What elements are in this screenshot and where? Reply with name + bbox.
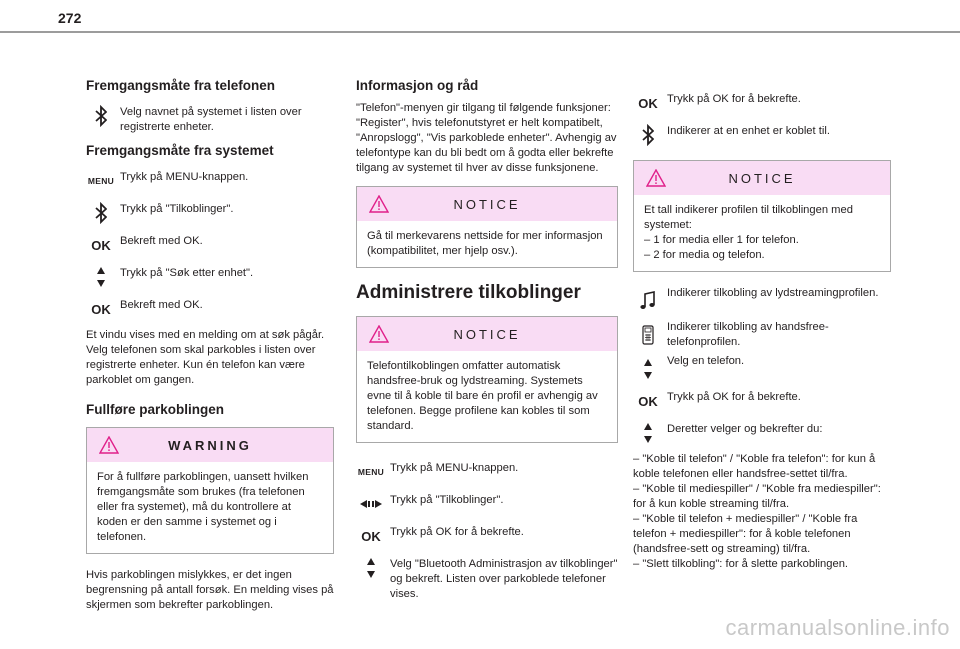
step-row: [633, 354, 891, 384]
step-text: Bekreft med OK.: [120, 299, 203, 311]
notice-box: [633, 160, 891, 272]
section-heading-info: Informasjon og råd: [356, 78, 479, 93]
notice-title: NOTICE: [453, 196, 521, 212]
column-2: [356, 78, 618, 604]
bluetooth-icon: [86, 101, 116, 131]
notice-triangle-icon: [369, 325, 389, 343]
page-number: 272: [58, 10, 82, 26]
step-text: Velg en telefon.: [667, 355, 745, 367]
ok-icon: OK: [361, 528, 381, 544]
step-text: Trykk på "Søk etter enhet".: [120, 267, 254, 279]
step-row: [356, 457, 618, 487]
notice-box: [356, 186, 618, 268]
section-heading-system: Fremgangsmåte fra systemet: [86, 143, 274, 158]
step-row: [86, 230, 334, 260]
step-text: Indikerer at en enhet er koblet til.: [667, 125, 830, 137]
notice-text: Gå til merkevarens nettside for mer informasjon (kompatibilitet, mer hjelp osv.).: [367, 230, 603, 257]
notice-header: [357, 317, 617, 351]
step-row: [86, 101, 334, 135]
notice-text: Et tall indikerer profilen til tilkoblingen med systemet: – 1 for media eller 1 for telefon. – 2 for media og telefon.: [644, 204, 853, 261]
step-row: [86, 166, 334, 196]
music-note-icon: [633, 286, 663, 316]
step-text: Velg navnet på systemet i listen over registrerte enheter.: [120, 106, 302, 133]
step-row: [356, 521, 618, 551]
step-text: Velg "Bluetooth Administrasjon av tilkoblinger" og bekreft. Listen over parkoblede telefoner vises.: [390, 558, 618, 600]
step-text: Bekreft med OK.: [120, 235, 203, 247]
ok-icon: OK: [91, 301, 111, 317]
step-text: Indikerer tilkobling av handsfree-telefonprofilen.: [667, 321, 829, 348]
watermark: carmanualsonline.info: [725, 615, 950, 640]
up-down-arrows-icon: [356, 553, 386, 583]
paragraph: "Telefon"-menyen gir tilgang til følgende funksjoner: "Register", hvis telefonutstyret er helt kompatibelt, "Anropslogg", "Vis parkoblede enheter". Avhengig av telefontype kan du bli bedt om å godta eller bekrefte tilgang av systemet til hver av disse funksjonene.: [356, 102, 617, 174]
step-text: Trykk på MENU-knappen.: [120, 171, 249, 183]
step-row: [633, 120, 891, 150]
notice-triangle-icon: [646, 169, 666, 187]
ok-icon: OK: [638, 95, 658, 111]
step-row: [633, 386, 891, 416]
ok-icon: OK: [91, 237, 111, 253]
step-row: [86, 262, 334, 292]
up-down-arrows-icon: [86, 262, 116, 292]
warning-header: [87, 428, 333, 462]
step-row: [633, 418, 891, 448]
notice-box: [356, 316, 618, 443]
warning-title: WARNING: [168, 437, 252, 453]
step-text: Trykk på "Tilkoblinger".: [120, 203, 234, 215]
section-heading-complete: Fullføre parkoblingen: [86, 402, 225, 417]
column-3: [633, 88, 891, 572]
notice-title: NOTICE: [728, 170, 796, 186]
up-down-arrows-icon: [633, 418, 663, 448]
bluetooth-icon: [86, 198, 116, 228]
step-row: [633, 88, 891, 118]
step-text: Indikerer tilkobling av lydstreamingprofilen.: [667, 287, 879, 299]
notice-header: [634, 161, 890, 195]
menu-icon: MENU: [357, 467, 385, 477]
paragraph: – "Koble til telefon" / "Koble fra telefon": for kun å koble telefonen eller handsfree-settet til/fra. – "Koble til mediespiller" / "Koble fra mediespiller": for å kun koble streaming til/fra. – "Koble til telefon + mediespiller" / "Koble fra telefon + mediespiller": for å koble telefonen (handsfree-sett og streaming) til/fra. – "Slett tilkobling": for å slette parkoblingen.: [633, 453, 881, 570]
warning-text: For å fullføre parkoblingen, uansett hvilken fremgangsmåte som brukes (fra telefonen eller fra systemet), må du kontrollere at koden er den samme i systemet og i telefonen.: [97, 471, 309, 543]
step-text: Trykk på OK for å bekrefte.: [667, 93, 801, 105]
step-row: [356, 489, 618, 519]
notice-text: Telefontilkoblingen omfatter automatisk handsfree-bruk og lydstreaming. Systemets evne til å koble til bare én profil er avhengig av telefonen. Begge profilene kan kobles til som standard.: [367, 360, 598, 432]
column-1: [86, 78, 334, 613]
step-row: [633, 286, 891, 318]
step-text: Trykk på MENU-knappen.: [390, 462, 519, 474]
step-row: [633, 320, 891, 352]
step-text: Deretter velger og bekrefter du:: [667, 423, 823, 435]
step-text: Trykk på OK for å bekrefte.: [390, 526, 524, 538]
step-row: [86, 294, 334, 324]
ok-icon: OK: [638, 393, 658, 409]
header-rule: [0, 31, 960, 33]
left-right-arrows-icon: [356, 489, 386, 519]
notice-title: NOTICE: [453, 326, 521, 342]
step-text: Trykk på "Tilkoblinger".: [390, 494, 504, 506]
paragraph: Hvis parkoblingen mislykkes, er det ingen begrensning på antall forsøk. En melding vises på skjermen som bekrefter parkoblingen.: [86, 569, 334, 611]
warning-box: [86, 427, 334, 554]
notice-header: [357, 187, 617, 221]
section-heading-manage: Administrere tilkoblinger: [356, 282, 581, 303]
section-heading-phone: Fremgangsmåte fra telefonen: [86, 78, 276, 93]
notice-triangle-icon: [369, 195, 389, 213]
bluetooth-icon: [633, 120, 663, 150]
step-row: [86, 198, 334, 228]
phone-keypad-icon: [633, 320, 663, 350]
menu-icon: MENU: [87, 176, 115, 186]
warning-triangle-icon: [99, 436, 119, 454]
step-text: Trykk på OK for å bekrefte.: [667, 391, 801, 403]
up-down-arrows-icon: [633, 354, 663, 384]
paragraph: Et vindu vises med en melding om at søk pågår. Velg telefonen som skal parkobles i listen over registrerte enheter. Kun én telefon kan være parkoblet om gangen.: [86, 329, 325, 386]
step-row: [356, 553, 618, 602]
